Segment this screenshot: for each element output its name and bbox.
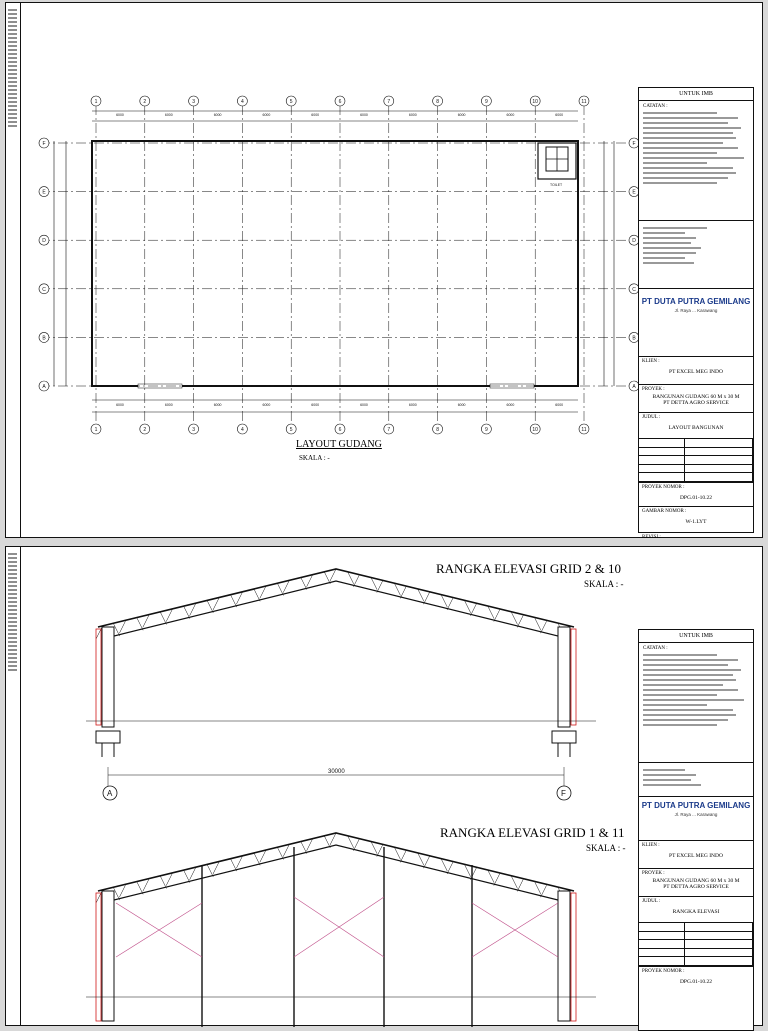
truss-web bbox=[231, 859, 237, 871]
bay-dimension: 6000 bbox=[408, 113, 417, 117]
truss-web bbox=[213, 598, 219, 610]
grid-label-D: D bbox=[42, 238, 46, 245]
grid-label-9: 9 bbox=[485, 427, 488, 433]
company-address: Jl. Raya ... Karawang bbox=[674, 308, 718, 313]
signature-table bbox=[639, 923, 753, 967]
bay-dimension: 6000 bbox=[262, 403, 271, 407]
bay-dimension: 6000 bbox=[506, 113, 515, 117]
title-block bbox=[638, 629, 754, 1031]
truss-web bbox=[137, 618, 143, 630]
grid-label-9: 9 bbox=[485, 99, 488, 105]
truss-web bbox=[278, 584, 284, 596]
grid-label-6: 6 bbox=[338, 99, 342, 105]
title-block bbox=[638, 87, 754, 540]
truss-web bbox=[184, 607, 190, 619]
grid-label-A: A bbox=[42, 384, 46, 390]
truss-web bbox=[535, 618, 541, 630]
grid-label-8: 8 bbox=[436, 427, 439, 433]
client-name: PT EXCEL MEG INDO bbox=[669, 369, 723, 375]
grid-label-1: 1 bbox=[94, 99, 98, 105]
grid-label-2: 2 bbox=[143, 99, 147, 105]
elevation-2-title: RANGKA ELEVASI GRID 1 & 11 bbox=[440, 825, 625, 840]
grid-a-label: A bbox=[107, 789, 113, 798]
truss-web bbox=[231, 595, 237, 607]
truss-web bbox=[418, 853, 424, 865]
grid-label-F: F bbox=[42, 141, 46, 147]
truss-web bbox=[207, 865, 213, 877]
company-name: PT DUTA PUTRA GEMILANG bbox=[641, 801, 751, 810]
project-label: PROYEK : bbox=[642, 387, 665, 392]
bay-dimension: 6000 bbox=[457, 113, 466, 117]
truss-web bbox=[137, 882, 143, 894]
truss-web bbox=[213, 862, 219, 874]
truss-web bbox=[166, 874, 172, 886]
bay-dimension: 6000 bbox=[506, 403, 515, 407]
grid-label-11: 11 bbox=[581, 427, 587, 433]
truss-web bbox=[190, 604, 196, 616]
truss-web bbox=[447, 598, 453, 610]
truss-web bbox=[441, 859, 447, 871]
truss-web bbox=[541, 885, 547, 897]
bay-dimension: 6000 bbox=[408, 403, 417, 407]
truss-web bbox=[278, 848, 284, 860]
elevation-1-scale: SKALA : - bbox=[584, 579, 624, 589]
revision-label: REVISI : bbox=[642, 535, 661, 540]
company-block bbox=[639, 801, 753, 841]
drawing-title: LAYOUT GUDANG bbox=[296, 439, 382, 450]
truss-web bbox=[488, 607, 494, 619]
truss-web bbox=[470, 604, 476, 616]
tb-legend bbox=[639, 763, 753, 797]
toilet-label: TOILET bbox=[550, 183, 563, 187]
project-label: PROYEK : bbox=[642, 871, 665, 876]
tb-legend bbox=[639, 221, 753, 289]
bay-dimension: 6000 bbox=[555, 113, 564, 117]
truss-web bbox=[465, 601, 471, 613]
project-number-label: PROYEK NOMOR : bbox=[642, 969, 685, 974]
truss-web bbox=[465, 865, 471, 877]
grid-label-3: 3 bbox=[192, 99, 195, 105]
grid-label-D: D bbox=[632, 238, 636, 245]
bay-dimension: 6000 bbox=[213, 403, 222, 407]
bay-dimension: 6000 bbox=[116, 403, 124, 407]
grid-label-2: 2 bbox=[143, 427, 147, 433]
grid-label-C: C bbox=[42, 286, 46, 293]
truss-web bbox=[353, 839, 359, 851]
tb-notes bbox=[639, 101, 753, 221]
truss-web bbox=[512, 877, 518, 889]
truss-web bbox=[161, 613, 167, 625]
elevation-1-title: RANGKA ELEVASI GRID 2 & 10 bbox=[436, 561, 622, 576]
project-line1: BANGUNAN GUDANG 60 M x 30 M bbox=[652, 394, 740, 400]
truss-web bbox=[517, 879, 523, 891]
bay-dimension: 6000 bbox=[213, 113, 222, 117]
bay-dimension: 6000 bbox=[457, 403, 466, 407]
truss-web bbox=[377, 845, 383, 857]
truss-web bbox=[260, 586, 266, 598]
grid-label-1: 1 bbox=[94, 427, 98, 433]
bay-dimension: 6000 bbox=[360, 113, 368, 117]
truss-web bbox=[119, 885, 125, 897]
grid-label-4: 4 bbox=[241, 427, 244, 433]
sheet-title: RANGKA ELEVASI bbox=[672, 909, 720, 915]
truss-web bbox=[166, 610, 172, 622]
grid-label-8: 8 bbox=[436, 99, 439, 105]
truss-web bbox=[114, 888, 120, 900]
truss-web bbox=[190, 868, 196, 880]
truss-web bbox=[236, 592, 242, 604]
client-name: PT EXCEL MEG INDO bbox=[669, 853, 723, 859]
bay-dimension: 6000 bbox=[360, 403, 368, 407]
sheet-elevation bbox=[5, 546, 763, 1026]
truss-web bbox=[184, 871, 190, 883]
truss-web bbox=[541, 621, 547, 633]
grid-label-F: F bbox=[632, 141, 636, 147]
truss-web bbox=[494, 610, 500, 622]
tb-header: UNTUK IMB bbox=[639, 88, 753, 101]
grid-label-7: 7 bbox=[387, 99, 391, 105]
tb-notes bbox=[639, 643, 753, 763]
grid-label-10: 10 bbox=[532, 427, 538, 433]
signature-table bbox=[639, 439, 753, 483]
elevation-2-scale: SKALA : - bbox=[586, 843, 626, 853]
bay-dimension: 6000 bbox=[311, 403, 320, 407]
truss-web bbox=[494, 874, 500, 886]
truss-web bbox=[301, 842, 307, 854]
drawing-scale: SKALA : - bbox=[299, 454, 330, 462]
bay-dimension: 6000 bbox=[116, 113, 124, 117]
project-number: DPG.01-10.22 bbox=[679, 979, 713, 985]
span-dimension: 30000 bbox=[328, 769, 345, 775]
drawing-number-label: GAMBAR NOMOR : bbox=[642, 509, 687, 514]
grid-label-11: 11 bbox=[581, 99, 587, 105]
truss-web bbox=[447, 862, 453, 874]
elevation-grid-2-10 bbox=[86, 569, 596, 800]
truss-web bbox=[236, 856, 242, 868]
grid-label-A: A bbox=[632, 384, 636, 390]
project-number-label: PROYEK NOMOR : bbox=[642, 485, 685, 490]
truss-web bbox=[488, 871, 494, 883]
truss-web bbox=[418, 589, 424, 601]
bay-dimension: 6000 bbox=[164, 403, 173, 407]
truss-web bbox=[254, 589, 260, 601]
tb-notes-title: CATATAN : bbox=[643, 104, 668, 109]
company-block bbox=[639, 297, 753, 357]
project-number: DPG.01-10.22 bbox=[679, 495, 713, 501]
truss-web bbox=[207, 601, 213, 613]
title-label: JUDUL : bbox=[642, 899, 661, 904]
company-name: PT DUTA PUTRA GEMILANG bbox=[641, 297, 751, 306]
truss-web bbox=[301, 578, 307, 590]
truss-web bbox=[377, 581, 383, 593]
truss-web bbox=[353, 575, 359, 587]
grid-label-10: 10 bbox=[532, 99, 538, 105]
truss-web bbox=[441, 595, 447, 607]
truss-web bbox=[512, 613, 518, 625]
truss-web bbox=[424, 856, 430, 868]
company-address: Jl. Raya ... Karawang bbox=[674, 812, 718, 817]
truss-web bbox=[161, 877, 167, 889]
project-line1: BANGUNAN GUDANG 60 M x 30 M bbox=[652, 878, 740, 884]
project-line2: PT DETTA AGRO SERVICE bbox=[663, 884, 729, 890]
truss-web bbox=[400, 586, 406, 598]
grid-label-B: B bbox=[632, 335, 636, 342]
elevation-drawings bbox=[6, 547, 646, 1027]
truss-web bbox=[400, 850, 406, 862]
bay-dimension: 6000 bbox=[164, 113, 173, 117]
truss-web bbox=[114, 624, 120, 636]
truss-web bbox=[254, 853, 260, 865]
truss-web bbox=[119, 621, 125, 633]
grid-label-5: 5 bbox=[289, 99, 293, 105]
truss-web bbox=[424, 592, 430, 604]
client-label: KLIEN : bbox=[642, 843, 660, 848]
tb-notes-title: CATATAN : bbox=[643, 646, 668, 651]
project-line2: PT DETTA AGRO SERVICE bbox=[663, 400, 729, 406]
grid-f-label: F bbox=[561, 789, 566, 798]
bay-dimension: 6000 bbox=[262, 113, 271, 117]
drawing-number: W-1.LYT bbox=[685, 519, 707, 525]
truss-web bbox=[143, 879, 149, 891]
grid-label-5: 5 bbox=[289, 427, 293, 433]
truss-web bbox=[260, 850, 266, 862]
grid-label-3: 3 bbox=[192, 427, 195, 433]
grid-label-7: 7 bbox=[387, 427, 391, 433]
grid-label-6: 6 bbox=[338, 427, 342, 433]
sheet-layout bbox=[5, 2, 763, 538]
bay-dimension: 6000 bbox=[555, 403, 564, 407]
grid-label-B: B bbox=[42, 335, 46, 342]
grid-label-E: E bbox=[632, 189, 636, 196]
grid-label-E: E bbox=[42, 189, 46, 196]
grid-label-C: C bbox=[632, 286, 636, 293]
truss-web bbox=[143, 615, 149, 627]
title-label: JUDUL : bbox=[642, 415, 661, 420]
sheet-title: LAYOUT BANGUNAN bbox=[668, 425, 724, 431]
client-label: KLIEN : bbox=[642, 359, 660, 364]
truss-web bbox=[517, 615, 523, 627]
tb-header: UNTUK IMB bbox=[639, 630, 753, 643]
elevation-grid-1-11 bbox=[86, 833, 596, 1027]
bay-dimension: 6000 bbox=[311, 113, 320, 117]
truss-web bbox=[324, 572, 330, 584]
truss-web bbox=[324, 836, 330, 848]
truss-web bbox=[535, 882, 541, 894]
grid-label-4: 4 bbox=[241, 99, 244, 105]
